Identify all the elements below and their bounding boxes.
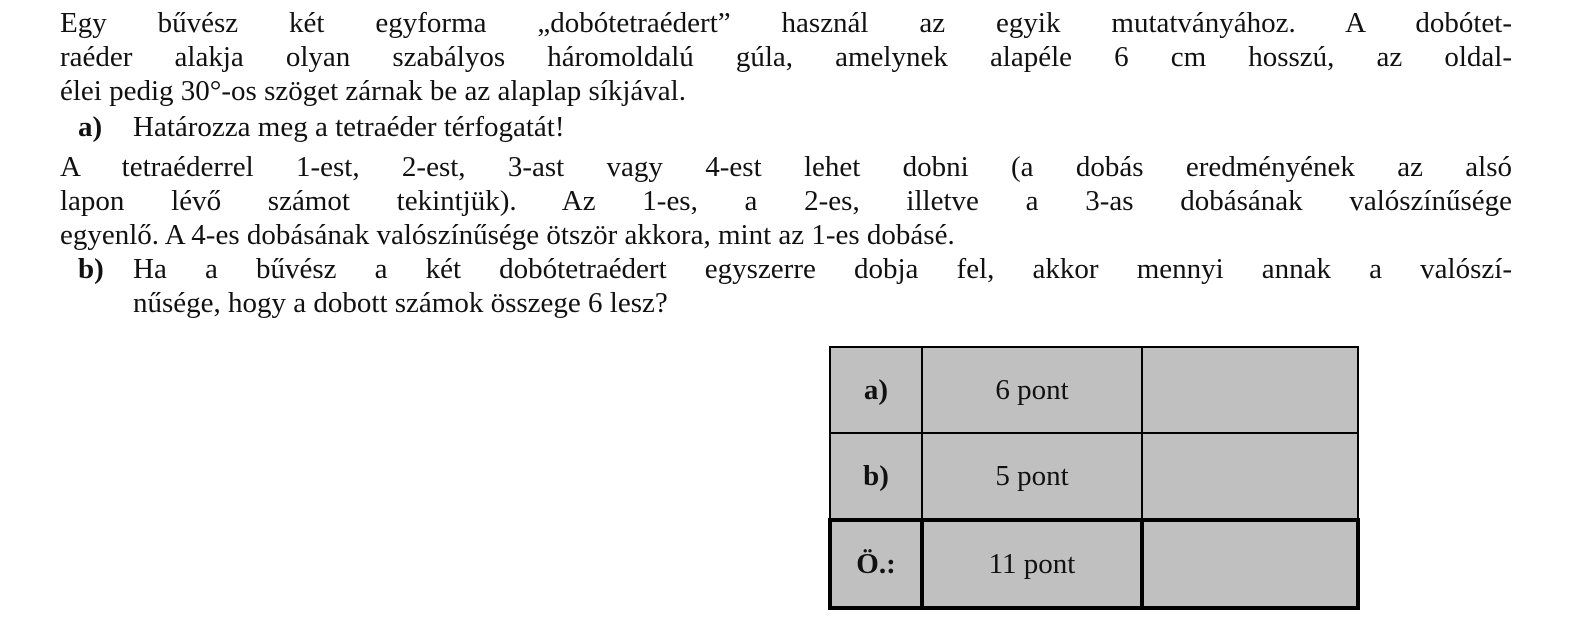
part-cell: a) xyxy=(830,347,922,433)
part-b-question-line-1: Ha a bűvész a két dobótetraédert egyszerre dobja fel, akkor mennyi annak a valószí- xyxy=(133,253,1512,285)
part-cell: b) xyxy=(830,433,922,520)
middle-line-1: A tetraéderrel 1-est, 2-est, 3-ast vagy 4-est lehet dobni (a dobás eredményének az alsó xyxy=(60,151,1512,183)
points-cell: 6 pont xyxy=(922,347,1142,433)
table-row xyxy=(830,433,1358,520)
total-score-cell xyxy=(1142,520,1358,608)
total-label-cell: Ö.: xyxy=(830,520,922,608)
part-a-label: a) xyxy=(78,111,103,143)
total-points-cell: 11 pont xyxy=(922,520,1142,608)
points-cell: 5 pont xyxy=(922,433,1142,520)
part-a-question: Határozza meg a tetraéder térfogatát! xyxy=(133,111,565,143)
score-cell xyxy=(1142,433,1358,520)
intro-line-2: raéder alakja olyan szabályos háromoldalú gúla, amelynek alapéle 6 cm hosszú, az oldal- xyxy=(60,41,1512,73)
part-b-question-line-2: nűsége, hogy a dobott számok összege 6 lesz? xyxy=(133,287,668,319)
part-b-label: b) xyxy=(78,253,104,285)
intro-line-3: élei pedig 30°-os szöget zárnak be az alaplap síkjával. xyxy=(60,75,686,107)
intro-line-1: Egy bűvész két egyforma „dobótetraédert” használ az egyik mutatványához. A dobótet- xyxy=(60,7,1512,39)
table-row xyxy=(830,347,1358,433)
middle-line-3: egyenlő. A 4-es dobásának valószínűsége ötször akkora, mint az 1-es dobásé. xyxy=(60,219,955,251)
score-table xyxy=(828,346,1360,610)
total-row xyxy=(830,520,1358,608)
middle-line-2: lapon lévő számot tekintjük). Az 1-es, a 2-es, illetve a 3-as dobásának valószínűsége xyxy=(60,185,1512,217)
score-cell xyxy=(1142,347,1358,433)
